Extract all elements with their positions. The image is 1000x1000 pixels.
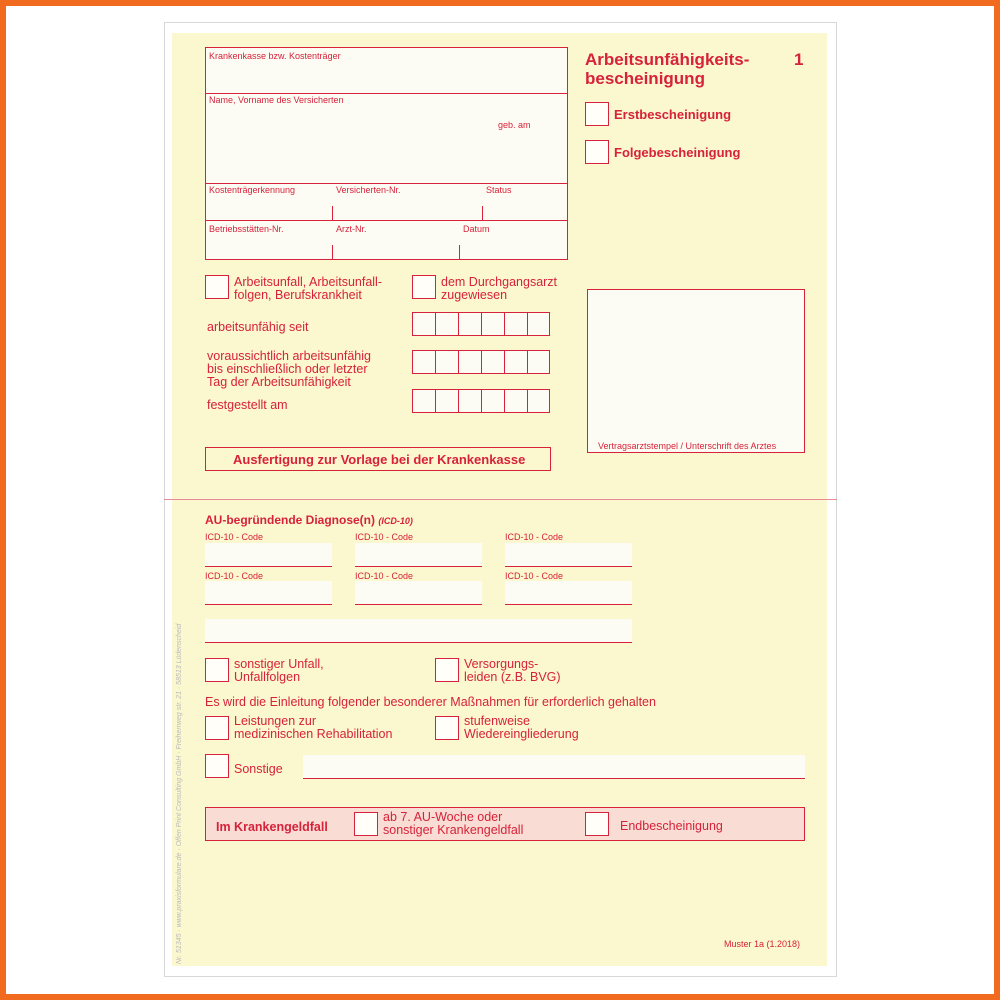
copy-number: 1 (794, 50, 804, 69)
other-accident-label-2: Unfallfolgen (234, 670, 301, 684)
gradual-label-1: stufenweise (464, 714, 531, 728)
supply-checkbox[interactable] (435, 658, 459, 682)
follow-cert-label: Folgebescheinigung (614, 145, 741, 160)
rehab-label-1: Leistungen zur (234, 714, 317, 728)
doctor-no-label: Arzt-Nr. (336, 224, 367, 234)
doctor-stamp-box[interactable] (587, 289, 805, 453)
divider (332, 245, 333, 260)
icd-code-input-4[interactable] (205, 581, 332, 605)
icd-label: ICD-10 - Code (205, 571, 264, 581)
gradual-label-2: Wiedereingliederung (464, 727, 579, 741)
rehab-label-2: medizinischen Rehabilitation (234, 727, 393, 741)
icd-label: ICD-10 - Code (355, 532, 414, 542)
follow-cert-checkbox[interactable] (585, 140, 609, 164)
transit-doctor-checkbox[interactable] (412, 275, 436, 299)
final-cert-label: Endbescheinigung (620, 819, 723, 833)
sickpay-label: Im Krankengeldfall (216, 820, 328, 834)
facility-no-label: Betriebsstätten-Nr. (209, 224, 284, 234)
week7-label-1: ab 7. AU-Woche oder (383, 810, 503, 824)
icd-label: ICD-10 - Code (505, 571, 564, 581)
determined-date-field[interactable] (412, 389, 550, 413)
supply-label-1: Versorgungs- (464, 657, 539, 671)
icd-code-input-2[interactable] (355, 543, 482, 567)
divider (332, 206, 333, 220)
copy-note-label: Ausfertigung zur Vorlage bei der Krankenkasse (233, 452, 526, 467)
work-accident-checkbox[interactable] (205, 275, 229, 299)
status-label: Status (486, 185, 512, 195)
determined-label: festgestellt am (207, 398, 288, 412)
expected-label-2: bis einschließlich oder letzter (207, 362, 368, 376)
other-accident-checkbox[interactable] (205, 658, 229, 682)
side-print: Nr. 51345 · www.praxisformulare.de · Offen Print Consulting GmbH · Freiherrweg str. 21 · 58513 Lüdenscheid (176, 623, 183, 964)
diagnosis-text-input[interactable] (205, 619, 632, 643)
misc-checkbox[interactable] (205, 754, 229, 778)
first-cert-label: Erstbescheinigung (614, 107, 732, 122)
expected-label-1: voraussichtlich arbeitsunfähig (207, 349, 371, 363)
transit-doctor-label-2: zugewiesen (441, 288, 508, 302)
section-divider (164, 499, 837, 500)
week7-label-2: sonstiger Krankengeldfall (383, 823, 524, 837)
misc-label: Sonstige (234, 762, 283, 776)
transit-doctor-label-1: dem Durchgangsarzt (441, 275, 558, 289)
supply-label-2: leiden (z.B. BVG) (464, 670, 561, 684)
misc-text-input[interactable] (303, 755, 805, 779)
icd-code-input-6[interactable] (505, 581, 632, 605)
expected-label-3: Tag der Arbeitsunfähigkeit (207, 375, 351, 389)
date-label: Datum (463, 224, 490, 234)
expected-date-field[interactable] (412, 350, 550, 374)
other-accident-label-1: sonstiger Unfall, (234, 657, 324, 671)
form-id: Muster 1a (1.2018) (724, 939, 801, 949)
divider (459, 245, 460, 260)
rehab-checkbox[interactable] (205, 716, 229, 740)
divider (205, 220, 568, 221)
name-label: Name, Vorname des Versicherten (209, 95, 344, 105)
form-title-line2: bescheinigung (585, 69, 705, 88)
insured-no-label: Versicherten-Nr. (336, 185, 401, 195)
insurer-label: Krankenkasse bzw. Kostenträger (209, 51, 341, 61)
diagnosis-title-suffix: (ICD-10) (378, 516, 413, 526)
measures-label: Es wird die Einleitung folgender besonderer Maßnahmen für erforderlich gehalten (205, 695, 656, 709)
divider (482, 206, 483, 220)
icd-label: ICD-10 - Code (505, 532, 564, 542)
dob-label: geb. am (498, 120, 531, 130)
unfit-since-date-field[interactable] (412, 312, 550, 336)
icd-code-input-1[interactable] (205, 543, 332, 567)
icd-code-input-5[interactable] (355, 581, 482, 605)
form-title-line1: Arbeitsunfähigkeits- (585, 50, 750, 69)
divider (205, 183, 568, 184)
final-cert-checkbox[interactable] (585, 812, 609, 836)
icd-label: ICD-10 - Code (205, 532, 264, 542)
insurer-id-label: Kostenträgerkennung (209, 185, 296, 195)
first-cert-checkbox[interactable] (585, 102, 609, 126)
work-accident-label-1: Arbeitsunfall, Arbeitsunfall- (234, 275, 382, 289)
week7-checkbox[interactable] (354, 812, 378, 836)
unfit-since-label: arbeitsunfähig seit (207, 320, 309, 334)
divider (205, 93, 568, 94)
gradual-checkbox[interactable] (435, 716, 459, 740)
icd-code-input-3[interactable] (505, 543, 632, 567)
stamp-label: Vertragsarztstempel / Unterschrift des Arztes (598, 441, 777, 451)
icd-label: ICD-10 - Code (355, 571, 414, 581)
work-accident-label-2: folgen, Berufskrankheit (234, 288, 362, 302)
diagnosis-title-text: AU-begründende Diagnose(n) (205, 513, 375, 527)
diagnosis-title (205, 513, 413, 527)
